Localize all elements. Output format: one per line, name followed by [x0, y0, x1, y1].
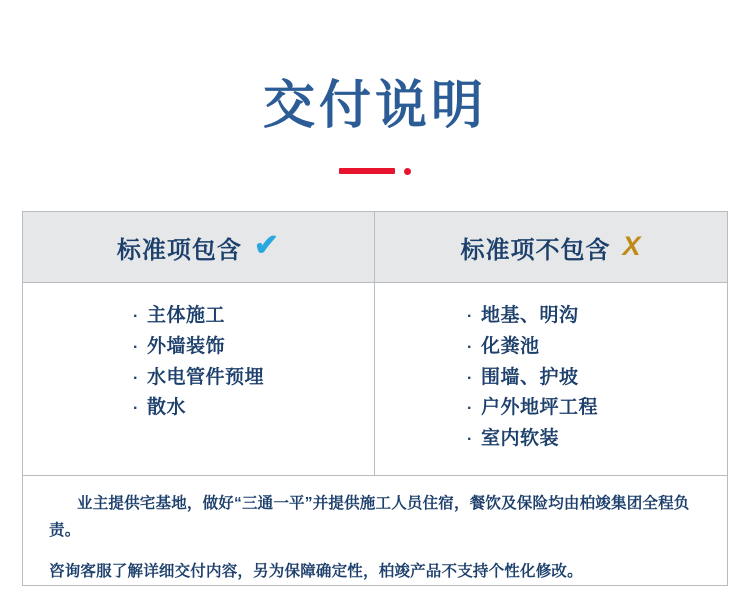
- included-items-list: [23, 301, 374, 424]
- list-item-label: 主体施工: [147, 305, 226, 327]
- check-mark-icon: ✔: [253, 228, 281, 262]
- included-items-cell: [23, 283, 375, 475]
- divider-bar-icon: [339, 168, 395, 174]
- bullet-icon: ·: [133, 400, 139, 418]
- list-item: [467, 363, 727, 394]
- list-item: [467, 332, 727, 363]
- list-item-label: 室内软装: [481, 428, 560, 450]
- list-item: [467, 301, 727, 332]
- page-title: 交付说明: [262, 77, 487, 135]
- excluded-items-cell: [375, 283, 727, 475]
- delivery-scope-table: [22, 211, 728, 586]
- bullet-icon: ·: [133, 338, 139, 356]
- list-item-label: 户外地坪工程: [481, 397, 599, 419]
- bullet-icon: ·: [467, 400, 473, 418]
- list-item-label: 化粪池: [481, 335, 540, 357]
- table-header-included: [23, 212, 375, 282]
- list-item-label: 围墙、护坡: [481, 366, 579, 388]
- list-item: [133, 363, 374, 394]
- bullet-icon: ·: [467, 338, 473, 356]
- list-item: [133, 301, 374, 332]
- divider-dot-icon: [404, 168, 411, 175]
- cross-mark-icon: X: [622, 231, 642, 262]
- table-header-excluded: [375, 212, 727, 282]
- table-header-excluded-label: 标准项不包含: [460, 237, 611, 265]
- list-item-label: 外墙装饰: [147, 335, 226, 357]
- title-divider: [0, 165, 750, 177]
- list-item: [133, 393, 374, 424]
- list-item: [467, 424, 727, 455]
- bullet-icon: ·: [133, 308, 139, 326]
- list-item: [133, 332, 374, 363]
- list-item-label: 水电管件预埋: [147, 366, 265, 388]
- table-header-included-label: 标准项包含: [116, 237, 242, 265]
- table-body-row: [23, 283, 727, 476]
- note-line-1: 业主提供宅基地，做好“三通一平”并提供施工人员住宿，餐饮及保险均由柏竣集团全程负责。: [49, 495, 690, 540]
- bullet-icon: ·: [467, 308, 473, 326]
- footer-notes: [23, 476, 727, 585]
- list-item-label: 散水: [147, 397, 187, 419]
- title-block: [0, 0, 750, 177]
- bullet-icon: ·: [467, 369, 473, 387]
- note-line-2: 咨询客服了解详细交付内容，另为保障确定性，柏竣产品不支持个性化修改。: [49, 563, 583, 581]
- bullet-icon: ·: [133, 369, 139, 387]
- bullet-icon: ·: [467, 431, 473, 449]
- list-item: [467, 393, 727, 424]
- list-item-label: 地基、明沟: [481, 305, 579, 327]
- table-header-row: [23, 212, 727, 283]
- excluded-items-list: [375, 301, 727, 455]
